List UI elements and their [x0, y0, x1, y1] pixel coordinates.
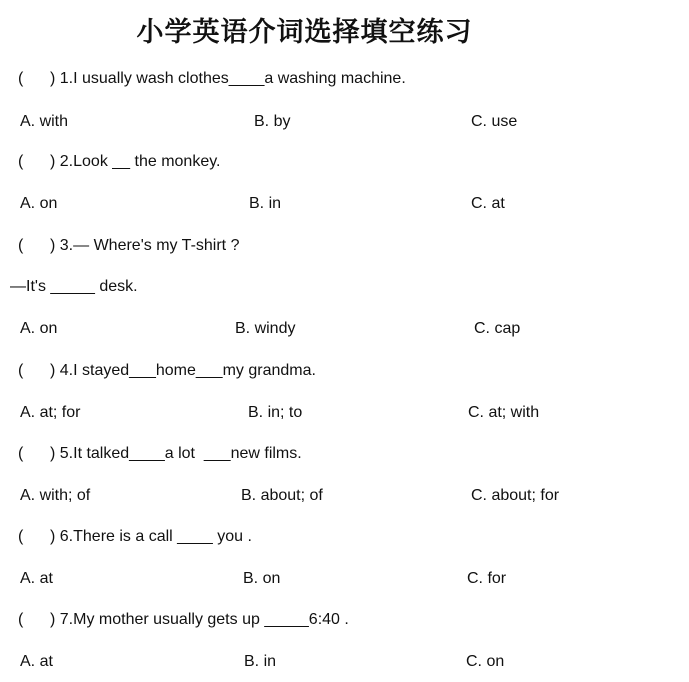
option-3a: A. on — [20, 320, 58, 337]
question-7: ( ) 7.My mother usually gets up _____6:40 . — [18, 611, 349, 628]
option-7a: A. at — [20, 653, 53, 670]
question-5: ( ) 5.It talked____a lot ___new films. — [18, 445, 302, 462]
option-7b: B. in — [244, 653, 277, 670]
option-3b: B. windy — [235, 320, 296, 337]
option-2a: A. on — [20, 195, 58, 212]
option-1c: C. use — [471, 113, 518, 130]
option-2b: B. in — [249, 195, 282, 212]
option-5c: C. about; for — [471, 487, 560, 504]
question-4: ( ) 4.I stayed___home___my grandma. — [18, 362, 316, 379]
question-3-continuation: —It's _____ desk. — [10, 278, 138, 295]
option-4c: C. at; with — [468, 404, 540, 421]
option-5a: A. with; of — [20, 487, 91, 504]
question-2: ( ) 2.Look __ the monkey. — [18, 153, 221, 170]
option-7c: C. on — [466, 653, 505, 670]
option-1b: B. by — [254, 113, 291, 130]
option-6b: B. on — [243, 570, 281, 587]
option-5b: B. about; of — [241, 487, 323, 504]
option-6c: C. for — [467, 570, 507, 587]
option-3c: C. cap — [474, 320, 521, 337]
option-4b: B. in; to — [248, 404, 303, 421]
page-title: 小学英语介词选择填空练习 — [136, 17, 473, 48]
option-1a: A. with — [20, 113, 69, 130]
question-1: ( ) 1.I usually wash clothes____a washing machine. — [18, 70, 406, 87]
option-4a: A. at; for — [20, 404, 81, 421]
question-3: ( ) 3.— Where's my T-shirt ? — [18, 237, 240, 254]
option-6a: A. at — [20, 570, 53, 587]
question-6: ( ) 6.There is a call ____ you . — [18, 528, 252, 545]
option-2c: C. at — [471, 195, 505, 212]
